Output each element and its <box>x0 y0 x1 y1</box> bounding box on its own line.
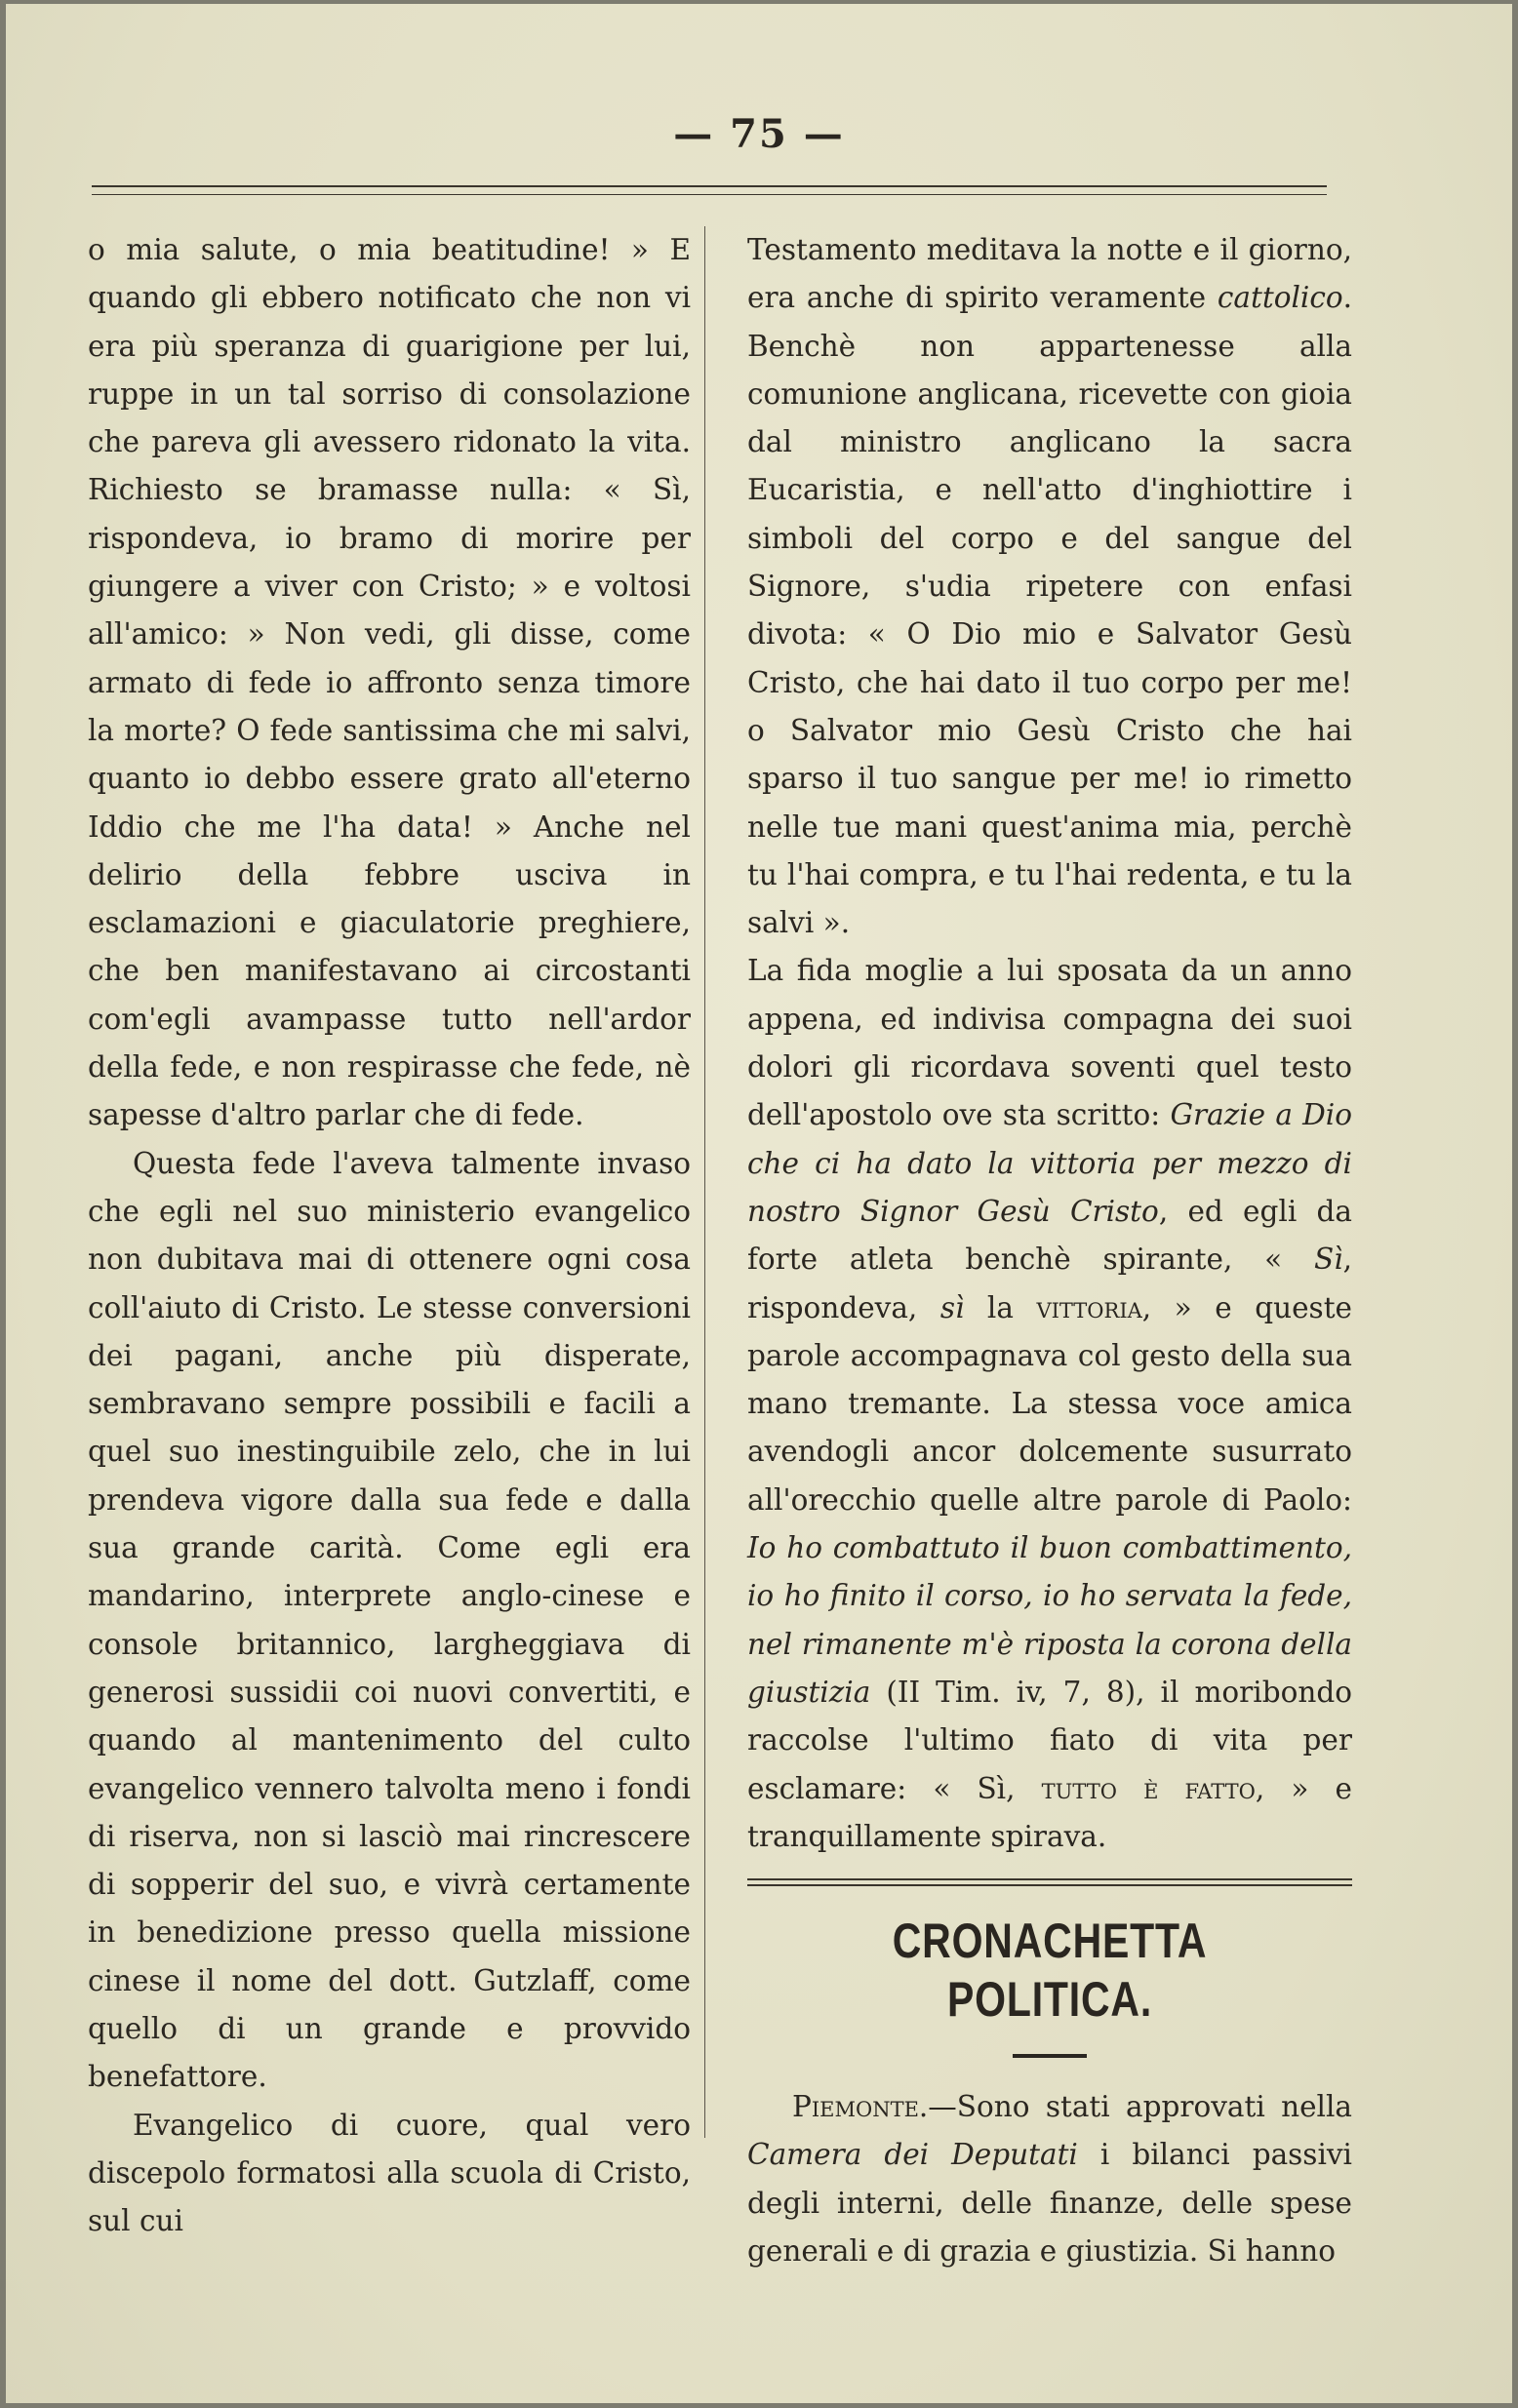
italic-run: cattolico <box>1217 281 1343 315</box>
smallcaps-run: Piemonte <box>792 2090 919 2124</box>
text-run: , » e queste parole accompagnava col gesto della sua mano tremante. La stessa voce amica avendogli ancor dolcemente susurrato all'orecchio quelle altre parole di Paolo: <box>747 1290 1353 1517</box>
left-paragraph-2: Questa fede l'aveva talmente invaso che egli nel suo ministerio evangelico non dubitava mai di ottenere ogni cosa coll'aiuto di Cristo. Le stesse conversioni dei pagani, anche più disperate, sembravano sempre possibili e facili a quel suo inestinguibile zelo, che in lui prendeva vigore dalla sua fede e dalla sua grande carità. Come egli era mandarino, interprete anglo-cinese e console britannico, largheggiava di generosi sussidii coi nuovi convertiti, e quando al mantenimento del culto evangelico vennero talvolta meno i fondi di riserva, non si lasciò mai rincrescere di sopperir del suo, e vivrà certamente in benedizione presso quella missione cinese il nome del dott. Gutzlaff, come quello di un grande e provvido benefattore. <box>88 1146 691 2094</box>
left-column <box>88 226 691 2245</box>
text-run: (II Tim. iv, 7, 8), il moribondo raccolse l'ultimo fiato di vita per esclamare: « Sì, <box>747 1675 1352 1805</box>
right-paragraph-2 <box>747 947 1352 1861</box>
text-run: i bilanci passivi degli interni, delle finanze, delle spese generali e di grazia e giustizia. Si hanno <box>747 2138 1352 2268</box>
text-run: .—Sono stati approvati nella <box>918 2090 1352 2124</box>
header-rule-top <box>92 185 1327 187</box>
italic-run: Sì <box>1313 1243 1343 1277</box>
left-paragraph-1: o mia salute, o mia beatitudine! » E quando gli ebbero notificato che non vi era più speranza di guarigione per lui, ruppe in un tal sorriso di consolazione che pareva gli avessero ridonato la vita. Richiesto se bramasse nulla: « Sì, rispondeva, io bramo di morire per giungere a viver con Cristo; » e voltosi all'amico: » Non vedi, gli disse, come armato di fede io affronto senza timore la morte? O fede santissima che mi salvi, quanto io debbo essere grato all'eterno Iddio che me l'ha data! » Anche nel delirio della febbre usciva in esclamazioni e giaculatorie preghiere, che ben manifestavano ai circostanti com'egli avampasse tutto nell'ardor della fede, e non respirasse che fede, nè sapesse d'altro parlar che di fede. <box>88 233 691 1132</box>
smallcaps-run: vittoria <box>1036 1290 1142 1324</box>
text-run: Testamento meditava la notte e il giorno, era anche di spirito veramente <box>747 233 1352 315</box>
text-run: , rispondeva, <box>747 1243 1352 1324</box>
newspaper-page <box>6 4 1512 2403</box>
section-separator <box>747 1878 1352 1886</box>
column-divider <box>704 226 705 2138</box>
italic-run: Io ho combattuto il buon combattimento, io ho finito il corso, io ho servata la fede, nel rimanente m'è riposta la corona della giustizia <box>747 1531 1352 1709</box>
italic-run: Camera dei Deputati <box>747 2138 1078 2172</box>
text-run: . Benchè non appartenesse alla comunione anglicana, ricevette con gioia dal ministro anglicano la sacra Eucaristia, e nell'atto d'inghiottire i simboli del corpo e del sangue del Signore, s'udia ripetere con enfasi divota: « O Dio mio e Salvator Gesù Cristo, che hai dato il tuo corpo per me! o Salvator mio Gesù Cristo che hai sparso il tuo sangue per me! io rimetto nelle tue mani quest'anima mia, perchè tu l'hai compra, e tu l'hai redenta, e tu la salvi ». <box>747 281 1352 940</box>
smallcaps-run: tutto è fatto <box>1041 1771 1256 1805</box>
title-underline <box>1013 2054 1087 2058</box>
left-paragraph-3: Evangelico di cuore, qual vero discepolo formatosi alla scuola di Cristo, sul cui <box>88 2108 691 2238</box>
italic-run: Grazie a Dio che ci ha dato la vittoria per mezzo di nostro Signor Gesù Cristo <box>747 1098 1352 1228</box>
text-run: la <box>964 1290 1037 1324</box>
page-number: — 75 — <box>673 111 845 157</box>
text-run: La fida moglie a lui sposata da un anno appena, ed indivisa compagna dei suoi dolori gli ricordava soventi quel testo dell'apostolo ove sta scritto: <box>747 954 1352 1132</box>
section-title: CRONACHETTA POLITICA. <box>892 1914 1208 2028</box>
right-paragraph-3 <box>747 2083 1352 2275</box>
right-paragraph-1 <box>747 226 1352 947</box>
text-run: , ed egli da forte atleta benchè spirante, « <box>747 1194 1352 1277</box>
header-rule-bottom <box>92 194 1327 195</box>
italic-run: sì <box>939 1290 965 1324</box>
text-run: , » e tranquillamente spirava. <box>747 1771 1353 1853</box>
right-column <box>747 226 1352 2275</box>
